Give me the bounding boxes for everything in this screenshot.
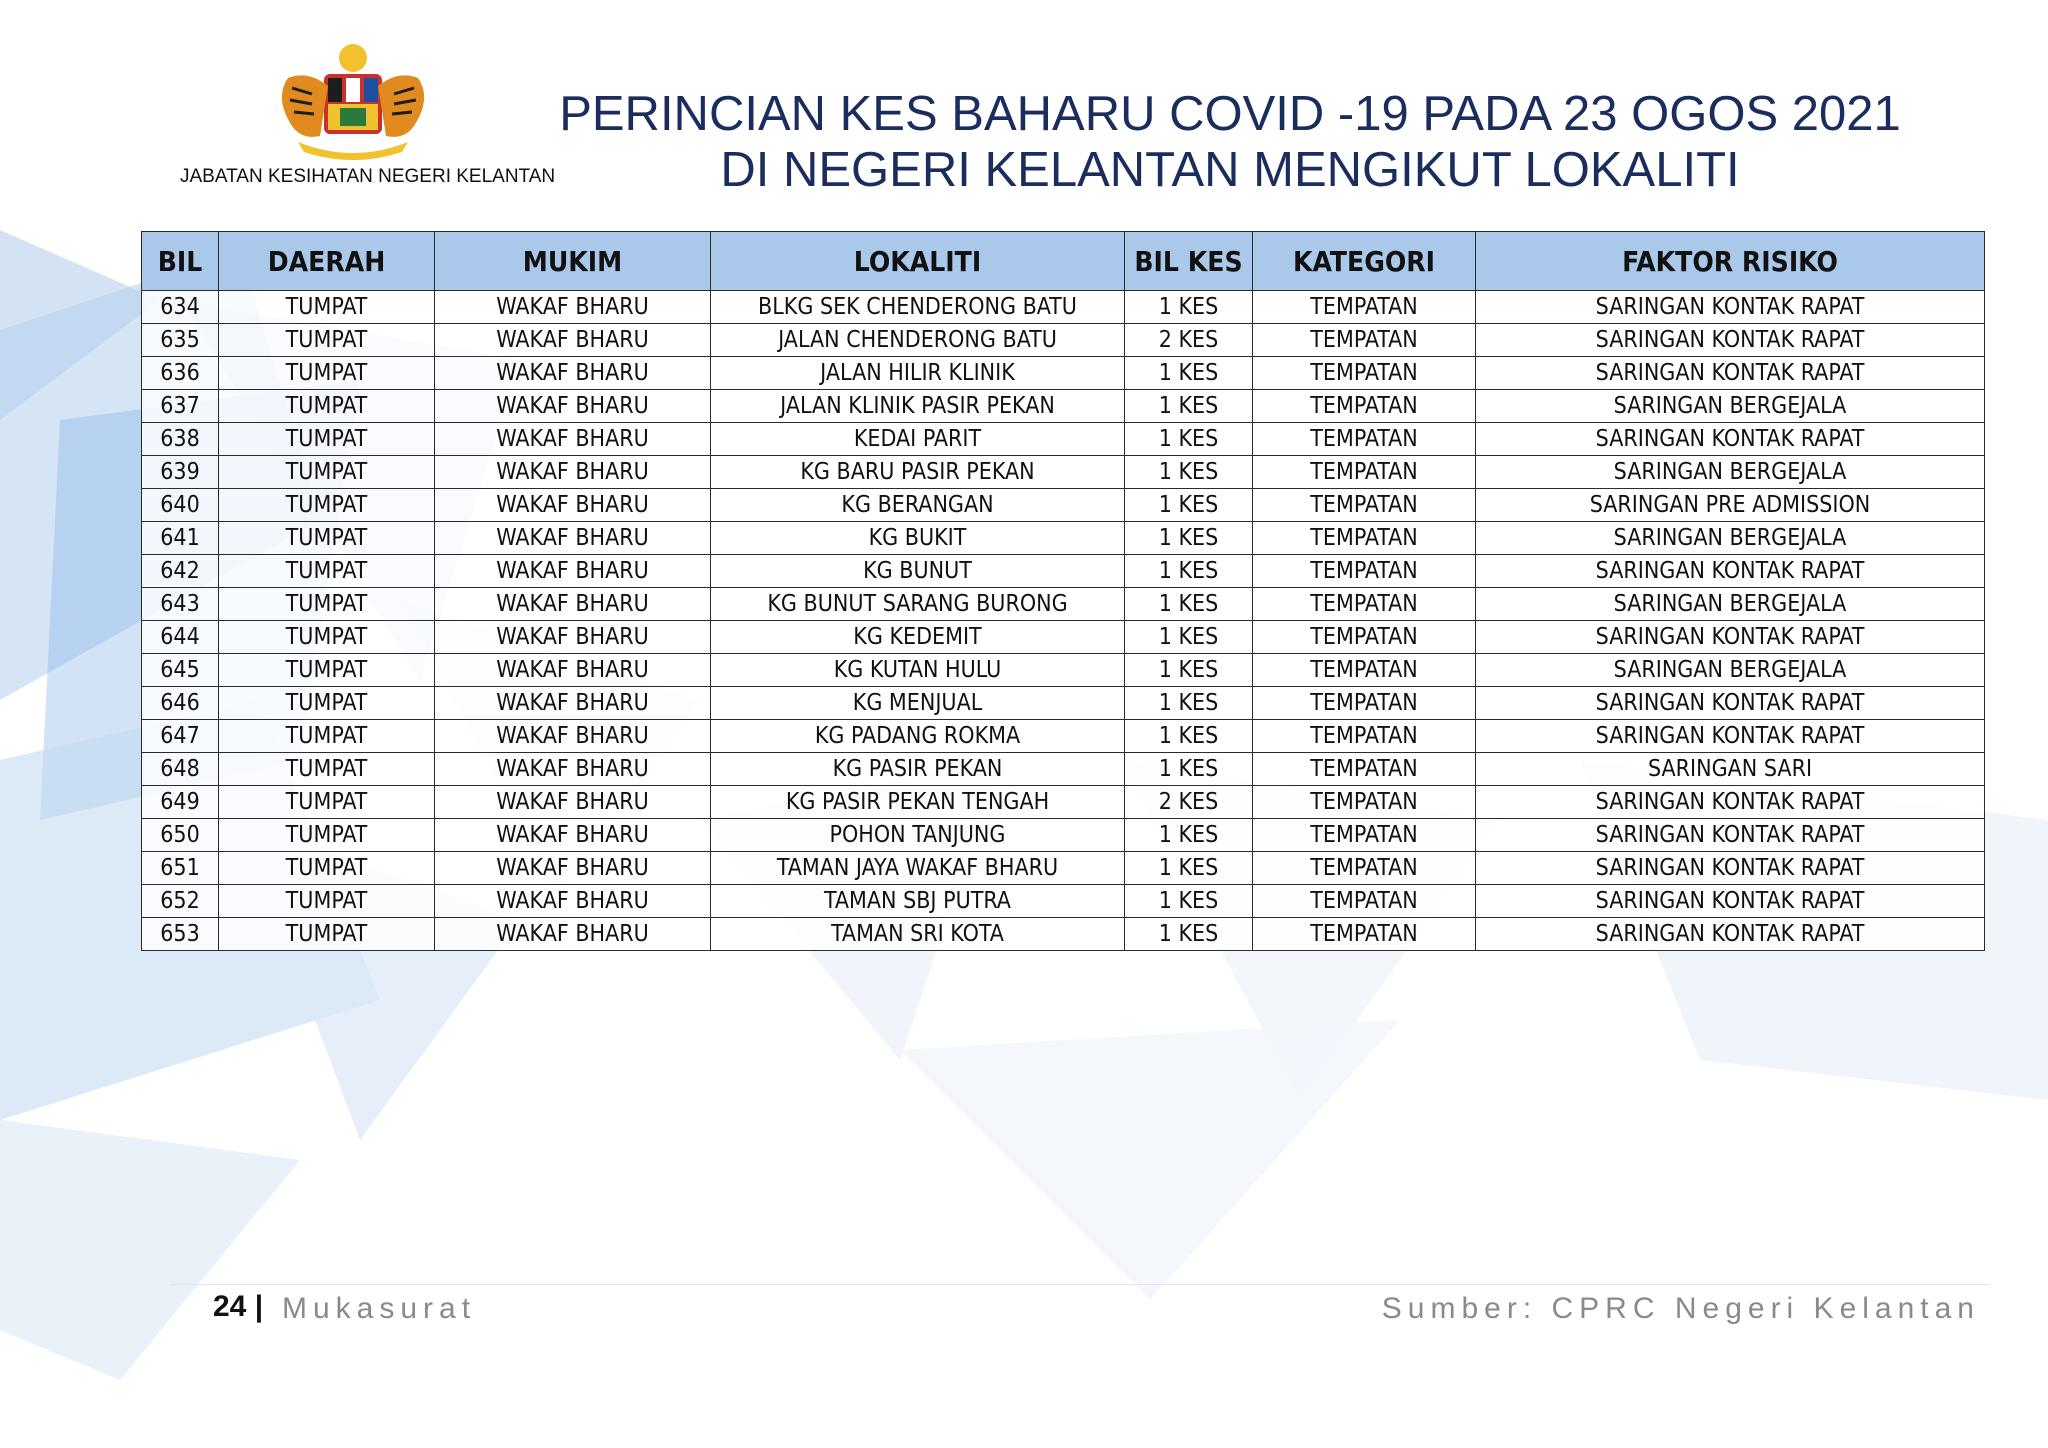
cell-kategori: TEMPATAN [1253,819,1476,852]
cell-lokaliti: KG PASIR PEKAN TENGAH [711,786,1125,819]
table-row [142,456,1985,489]
cell-kategori: TEMPATAN [1253,786,1476,819]
column-header-lokaliti: LOKALITI [711,232,1125,291]
table-row [142,588,1985,621]
cell-bil-kes: 1 KES [1125,588,1253,621]
cell-faktor-risiko: SARINGAN KONTAK RAPAT [1476,852,1985,885]
table-row [142,918,1985,951]
cell-bil-kes: 1 KES [1125,489,1253,522]
cell-bil: 650 [142,819,219,852]
cell-bil-kes: 1 KES [1125,291,1253,324]
page-title-line-1: PERINCIAN KES BAHARU COVID -19 PADA 23 OGOS 2021 [559,87,1901,141]
cell-bil: 637 [142,390,219,423]
table-row [142,621,1985,654]
cell-kategori: TEMPATAN [1253,753,1476,786]
cell-lokaliti: JALAN KLINIK PASIR PEKAN [711,390,1125,423]
table-row [142,687,1985,720]
cell-lokaliti: TAMAN SRI KOTA [711,918,1125,951]
cell-lokaliti: KG PASIR PEKAN [711,753,1125,786]
cell-bil: 649 [142,786,219,819]
cell-bil-kes: 1 KES [1125,357,1253,390]
cell-kategori: TEMPATAN [1253,588,1476,621]
cell-lokaliti: KG BUKIT [711,522,1125,555]
cell-faktor-risiko: SARINGAN KONTAK RAPAT [1476,555,1985,588]
cell-kategori: TEMPATAN [1253,885,1476,918]
cell-bil-kes: 1 KES [1125,720,1253,753]
cases-table [141,231,1985,951]
cell-mukim: WAKAF BHARU [435,324,711,357]
cell-bil-kes: 1 KES [1125,390,1253,423]
cell-faktor-risiko: SARINGAN BERGEJALA [1476,456,1985,489]
page-label: Mukasurat [282,1292,477,1325]
cell-bil-kes: 1 KES [1125,885,1253,918]
table-row [142,324,1985,357]
cell-mukim: WAKAF BHARU [435,555,711,588]
cell-lokaliti: KG KUTAN HULU [711,654,1125,687]
column-header-faktor-risiko: FAKTOR RISIKO [1476,232,1985,291]
cell-daerah: TUMPAT [219,423,435,456]
cell-bil: 645 [142,654,219,687]
cell-mukim: WAKAF BHARU [435,687,711,720]
cell-daerah: TUMPAT [219,720,435,753]
cell-bil-kes: 1 KES [1125,753,1253,786]
cell-bil-kes: 1 KES [1125,456,1253,489]
table-row [142,786,1985,819]
cell-kategori: TEMPATAN [1253,654,1476,687]
cell-bil: 647 [142,720,219,753]
table-row [142,555,1985,588]
cell-daerah: TUMPAT [219,588,435,621]
cell-daerah: TUMPAT [219,291,435,324]
column-header-bil-kes: BIL KES [1125,232,1253,291]
cell-faktor-risiko: SARINGAN KONTAK RAPAT [1476,357,1985,390]
cell-faktor-risiko: SARINGAN PRE ADMISSION [1476,489,1985,522]
table-row [142,522,1985,555]
cell-mukim: WAKAF BHARU [435,522,711,555]
column-header-mukim: MUKIM [435,232,711,291]
cell-lokaliti: KG BERANGAN [711,489,1125,522]
cell-kategori: TEMPATAN [1253,918,1476,951]
cell-lokaliti: KG MENJUAL [711,687,1125,720]
cell-lokaliti: TAMAN SBJ PUTRA [711,885,1125,918]
cell-faktor-risiko: SARINGAN BERGEJALA [1476,654,1985,687]
cell-faktor-risiko: SARINGAN KONTAK RAPAT [1476,819,1985,852]
cell-bil-kes: 1 KES [1125,687,1253,720]
column-header-daerah: DAERAH [219,232,435,291]
table-row [142,291,1985,324]
cell-bil: 635 [142,324,219,357]
page-number-separator: | [254,1290,264,1323]
cell-kategori: TEMPATAN [1253,720,1476,753]
cell-lokaliti: KG BUNUT [711,555,1125,588]
cell-bil: 651 [142,852,219,885]
cell-faktor-risiko: SARINGAN SARI [1476,753,1985,786]
cell-bil: 639 [142,456,219,489]
cell-faktor-risiko: SARINGAN KONTAK RAPAT [1476,621,1985,654]
cell-mukim: WAKAF BHARU [435,819,711,852]
table-body [142,291,1985,951]
cell-bil: 640 [142,489,219,522]
table-row [142,357,1985,390]
cell-daerah: TUMPAT [219,852,435,885]
cell-bil-kes: 1 KES [1125,621,1253,654]
cell-mukim: WAKAF BHARU [435,918,711,951]
cell-kategori: TEMPATAN [1253,390,1476,423]
cell-bil: 641 [142,522,219,555]
cell-mukim: WAKAF BHARU [435,357,711,390]
source-credit: Sumber: CPRC Negeri Kelantan [1381,1292,1980,1325]
cell-mukim: WAKAF BHARU [435,291,711,324]
cell-mukim: WAKAF BHARU [435,621,711,654]
cell-bil-kes: 1 KES [1125,654,1253,687]
column-header-kategori: KATEGORI [1253,232,1476,291]
cell-kategori: TEMPATAN [1253,324,1476,357]
cell-mukim: WAKAF BHARU [435,588,711,621]
cell-kategori: TEMPATAN [1253,687,1476,720]
cell-bil-kes: 1 KES [1125,852,1253,885]
cell-bil: 653 [142,918,219,951]
cell-bil-kes: 1 KES [1125,423,1253,456]
cell-bil: 634 [142,291,219,324]
cell-kategori: TEMPATAN [1253,456,1476,489]
table-row [142,819,1985,852]
cell-mukim: WAKAF BHARU [435,885,711,918]
cell-faktor-risiko: SARINGAN KONTAK RAPAT [1476,720,1985,753]
cell-kategori: TEMPATAN [1253,291,1476,324]
column-header-bil: BIL [142,232,219,291]
cell-faktor-risiko: SARINGAN KONTAK RAPAT [1476,786,1985,819]
cell-mukim: WAKAF BHARU [435,456,711,489]
cell-lokaliti: TAMAN JAYA WAKAF BHARU [711,852,1125,885]
cell-lokaliti: POHON TANJUNG [711,819,1125,852]
cell-lokaliti: KG KEDEMIT [711,621,1125,654]
cell-daerah: TUMPAT [219,390,435,423]
table-row [142,489,1985,522]
cell-lokaliti: KEDAI PARIT [711,423,1125,456]
cell-kategori: TEMPATAN [1253,423,1476,456]
page-number [213,1290,263,1324]
cell-daerah: TUMPAT [219,753,435,786]
cell-bil: 638 [142,423,219,456]
department-name: JABATAN KESIHATAN NEGERI KELANTAN [180,166,556,187]
cell-bil-kes: 1 KES [1125,819,1253,852]
cell-faktor-risiko: SARINGAN BERGEJALA [1476,522,1985,555]
cell-daerah: TUMPAT [219,819,435,852]
cell-bil: 644 [142,621,219,654]
cell-kategori: TEMPATAN [1253,555,1476,588]
cell-lokaliti: KG BARU PASIR PEKAN [711,456,1125,489]
cell-bil-kes: 1 KES [1125,918,1253,951]
cell-lokaliti: KG PADANG ROKMA [711,720,1125,753]
table-row [142,654,1985,687]
cell-mukim: WAKAF BHARU [435,852,711,885]
cell-daerah: TUMPAT [219,918,435,951]
cell-lokaliti: JALAN HILIR KLINIK [711,357,1125,390]
cell-mukim: WAKAF BHARU [435,489,711,522]
cell-faktor-risiko: SARINGAN KONTAK RAPAT [1476,687,1985,720]
table-header-row [142,232,1985,291]
cell-daerah: TUMPAT [219,687,435,720]
cell-mukim: WAKAF BHARU [435,423,711,456]
table-row [142,753,1985,786]
table-row [142,852,1985,885]
cell-faktor-risiko: SARINGAN KONTAK RAPAT [1476,918,1985,951]
cell-kategori: TEMPATAN [1253,489,1476,522]
cell-lokaliti: KG BUNUT SARANG BURONG [711,588,1125,621]
cell-bil-kes: 1 KES [1125,555,1253,588]
cell-bil-kes: 2 KES [1125,786,1253,819]
cell-daerah: TUMPAT [219,555,435,588]
cell-bil: 636 [142,357,219,390]
table-row [142,423,1985,456]
cell-lokaliti: BLKG SEK CHENDERONG BATU [711,291,1125,324]
cell-mukim: WAKAF BHARU [435,654,711,687]
table-row [142,390,1985,423]
cell-faktor-risiko: SARINGAN BERGEJALA [1476,390,1985,423]
page-title-line-2: DI NEGERI KELANTAN MENGIKUT LOKALITI [720,143,1740,197]
cell-bil-kes: 2 KES [1125,324,1253,357]
cell-mukim: WAKAF BHARU [435,720,711,753]
cell-faktor-risiko: SARINGAN KONTAK RAPAT [1476,423,1985,456]
cell-daerah: TUMPAT [219,621,435,654]
cell-kategori: TEMPATAN [1253,522,1476,555]
cell-faktor-risiko: SARINGAN KONTAK RAPAT [1476,885,1985,918]
footer-divider [170,1284,1990,1285]
cell-mukim: WAKAF BHARU [435,753,711,786]
cell-bil: 646 [142,687,219,720]
cell-kategori: TEMPATAN [1253,852,1476,885]
cell-faktor-risiko: SARINGAN BERGEJALA [1476,588,1985,621]
cell-bil: 652 [142,885,219,918]
cell-bil: 643 [142,588,219,621]
cell-daerah: TUMPAT [219,357,435,390]
cell-lokaliti: JALAN CHENDERONG BATU [711,324,1125,357]
cell-mukim: WAKAF BHARU [435,390,711,423]
cell-faktor-risiko: SARINGAN KONTAK RAPAT [1476,291,1985,324]
table-row [142,720,1985,753]
cell-faktor-risiko: SARINGAN KONTAK RAPAT [1476,324,1985,357]
cell-daerah: TUMPAT [219,786,435,819]
cell-daerah: TUMPAT [219,522,435,555]
table-row [142,885,1985,918]
cell-bil-kes: 1 KES [1125,522,1253,555]
cell-kategori: TEMPATAN [1253,357,1476,390]
cell-daerah: TUMPAT [219,654,435,687]
cell-daerah: TUMPAT [219,489,435,522]
cell-mukim: WAKAF BHARU [435,786,711,819]
cell-daerah: TUMPAT [219,456,435,489]
cell-daerah: TUMPAT [219,324,435,357]
cell-kategori: TEMPATAN [1253,621,1476,654]
cell-bil: 648 [142,753,219,786]
cell-daerah: TUMPAT [219,885,435,918]
malaysia-coat-of-arms-icon [268,38,438,168]
page-title [530,86,1930,198]
page-number-value: 24 [213,1290,247,1323]
cell-bil: 642 [142,555,219,588]
